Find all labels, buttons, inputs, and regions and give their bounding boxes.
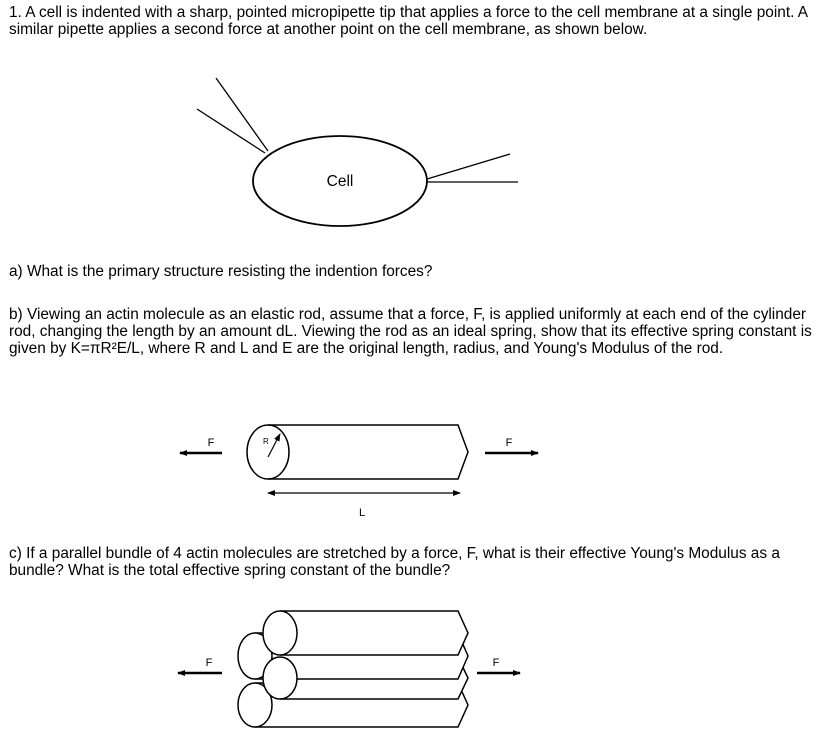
pipette-2-line-a xyxy=(427,154,510,179)
rod-end-circle xyxy=(247,425,289,479)
rod-body xyxy=(268,425,468,479)
radius-label: R xyxy=(263,437,269,446)
pipette-1-line-b xyxy=(197,109,265,153)
cell-diagram xyxy=(0,0,825,230)
question-part-b: b) Viewing an actin molecule as an elastic rod, assume that a force, F, is applied uniformly at each end of the cylinder rod, changing the length by an amount dL. Viewing the rod as an ideal spring, show that its effective spring constant is given by K=πR²E/L, where R and L and E are the original length, radius, and Young's Modulus of the rod. xyxy=(9,306,812,357)
left-force-label: F xyxy=(205,657,213,669)
question-intro: 1. A cell is indented with a sharp, pointed micropipette tip that applies a force to the cell membrane at a single point. A similar pipette applies a second force at another point on the cell membrane, as shown below. xyxy=(9,4,808,38)
rod-diagram xyxy=(0,400,825,530)
cell-label: Cell xyxy=(326,173,354,190)
rod-top-end xyxy=(263,611,297,655)
question-part-a: a) What is the primary structure resisting the indention forces? xyxy=(9,263,433,280)
bundle-diagram xyxy=(0,600,825,739)
left-force-label: F xyxy=(207,437,215,449)
pipette-1-line-a xyxy=(216,78,268,151)
right-force-label: F xyxy=(492,657,500,669)
question-part-c: c) If a parallel bundle of 4 actin molecules are stretched by a force, F, what is their effective Young's Modulus as a bundle? What is the total effective spring constant of the bundle? xyxy=(9,545,780,579)
rod-lower-middle-end xyxy=(263,657,297,699)
rod-top-body xyxy=(280,611,468,655)
length-label: L xyxy=(358,507,366,519)
right-force-label: F xyxy=(505,437,513,449)
